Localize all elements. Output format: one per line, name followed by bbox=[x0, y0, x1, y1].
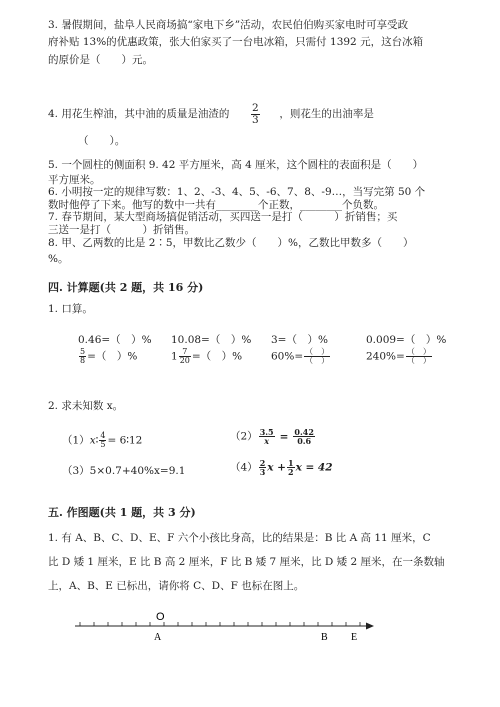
eq2-equals: = bbox=[279, 430, 289, 443]
eq1-label: （1） bbox=[62, 434, 90, 447]
q4-text-before: 4. 用花生榨油，其中油的质量是油渣的 bbox=[48, 108, 230, 120]
q4-frac-den: 3 bbox=[252, 113, 259, 126]
q3-line2: 府补贴 13%的优惠政策，张大伯家买了一台电冰箱，只需付 1392 元，这台冰箱 bbox=[48, 36, 424, 48]
oral-r2-c2-rest: =（ ）% bbox=[191, 350, 243, 363]
oral-r1-c3: 3=（ ）% bbox=[271, 334, 328, 346]
eq2-num-left: 3.5 bbox=[259, 427, 274, 437]
q5-line2: 平方厘米。 bbox=[48, 174, 101, 186]
oral-r2-c1-den: 8 bbox=[80, 356, 86, 365]
section5-line1: 1. 有 A、B、C、D、E、F 六个小孩比身高，比的结果是：B 比 A 高 11 厘米，C bbox=[48, 532, 431, 544]
q8-line1: 8. 甲、乙两数的比是 2∶5，甲数比乙数少（ ）%，乙数比甲数多（ ） bbox=[48, 237, 414, 249]
point-label-b: B bbox=[321, 632, 328, 643]
q5-line1: 5. 一个圆柱的侧面积 9. 42 平方厘米，高 4 厘米，这个圆柱的表面积是（ ） bbox=[48, 159, 424, 171]
oral-r2-c3-left: 60%= bbox=[271, 350, 304, 363]
oral-r2-c3 bbox=[271, 348, 331, 365]
q6-line1: 6. 小明按一定的规律写数：1、2、-3、4、5、-6、7、8、-9…，当写完第 50 个 bbox=[48, 186, 426, 198]
eq4-num1: 2 bbox=[259, 458, 266, 468]
eq4-x2: x = 42 bbox=[295, 461, 333, 474]
eq4-label: （4） bbox=[230, 461, 258, 474]
oral-r1-c4: 0.009=（ ）% bbox=[366, 334, 447, 346]
eq4-x1: x + bbox=[267, 461, 286, 474]
oral-r2-c2-den: 20 bbox=[179, 356, 190, 365]
oral-r2-c4 bbox=[366, 348, 433, 365]
q4-frac-num: 2 bbox=[252, 102, 259, 114]
oral-r2-c1-rest: =（ ）% bbox=[87, 350, 138, 363]
eq4-den1: 3 bbox=[259, 467, 266, 477]
eq1-colon: ∶ bbox=[95, 434, 99, 447]
point-label-e: E bbox=[351, 632, 358, 643]
eq1-rest: = 6∶12 bbox=[107, 434, 143, 447]
eq1-x: x bbox=[89, 434, 96, 447]
number-line-ticks bbox=[80, 622, 360, 626]
eq4-num2: 1 bbox=[287, 458, 294, 468]
number-line bbox=[70, 608, 380, 644]
section4-sub2: 2. 求未知数 x。 bbox=[48, 400, 124, 412]
eq1-num: 4 bbox=[100, 431, 106, 440]
section5-line2: 比 D 矮 1 厘米，E 比 B 高 2 厘米，F 比 B 矮 7 厘米，比 D 矮 2 厘米，在一条数轴 bbox=[48, 556, 445, 568]
oral-r2-c4-den: （ ） bbox=[406, 356, 431, 365]
equation-3: （3）5×0.7+40%x=9.1 bbox=[62, 465, 186, 477]
q6-line2: 数时他停了下来。他写的数中一共有________个正数，________个负数。 bbox=[48, 199, 384, 211]
q3-line1: 3. 暑假期间，盐阜人民商场搞“家电下乡”活动，农民伯伯购买家电时可享受政 bbox=[48, 19, 409, 31]
q4-line1 bbox=[48, 103, 374, 125]
q7-line1: 7. 春节期间，某大型商场搞促销活动，买四送一是打（ ）折销售；买 bbox=[48, 211, 398, 223]
q3-line3: 的原价是（ ）元。 bbox=[48, 54, 153, 66]
equation-2 bbox=[230, 428, 316, 445]
oral-r1-c1: 0.46=（ ）% bbox=[78, 334, 152, 346]
section4-title: 四. 计算题(共 2 题，共 16 分) bbox=[48, 281, 204, 294]
number-line-arrow bbox=[366, 623, 374, 630]
eq2-label: （2） bbox=[230, 430, 258, 443]
oral-r2-c2 bbox=[171, 348, 242, 365]
equation-1 bbox=[62, 432, 142, 449]
oral-r2-c1-num: 5 bbox=[80, 347, 86, 356]
q4-fraction bbox=[251, 103, 260, 125]
oral-r2-c3-num: （ ） bbox=[305, 347, 330, 356]
q4-line2: （ ）。 bbox=[78, 135, 126, 147]
section4-sub1: 1. 口算。 bbox=[48, 303, 93, 315]
eq2-den-right: 0.6 bbox=[297, 436, 312, 446]
oral-r1-c2: 10.08=（ ）% bbox=[171, 334, 252, 346]
eq2-num-right: 0.42 bbox=[294, 427, 314, 437]
oral-r2-c4-num: （ ） bbox=[406, 347, 431, 356]
section5-line3: 上，A、B、E 已标出，请你将 C、D、F 也标在图上。 bbox=[48, 580, 305, 592]
point-label-a: A bbox=[154, 632, 162, 643]
oral-r2-c2-num: 7 bbox=[179, 348, 191, 357]
q8-line2: %。 bbox=[48, 253, 69, 265]
q7-line2: 三送一是打（ ）折销售。 bbox=[48, 224, 195, 236]
oral-r2-c2-whole: 1 bbox=[171, 350, 178, 363]
oral-r2-c1 bbox=[78, 348, 137, 365]
equation-4 bbox=[230, 459, 333, 476]
oral-r2-c3-den: （ ） bbox=[305, 356, 330, 365]
eq2-den-left: x bbox=[264, 436, 270, 446]
q4-text-after: ，则花生的出油率是 bbox=[279, 108, 374, 120]
section5-title: 五. 作图题(共 1 题，共 3 分) bbox=[48, 506, 196, 519]
eq4-den2: 2 bbox=[287, 467, 294, 477]
oral-r2-c4-left: 240%= bbox=[366, 350, 405, 363]
eq1-den: 5 bbox=[100, 440, 106, 449]
origin-label: O bbox=[156, 611, 165, 623]
